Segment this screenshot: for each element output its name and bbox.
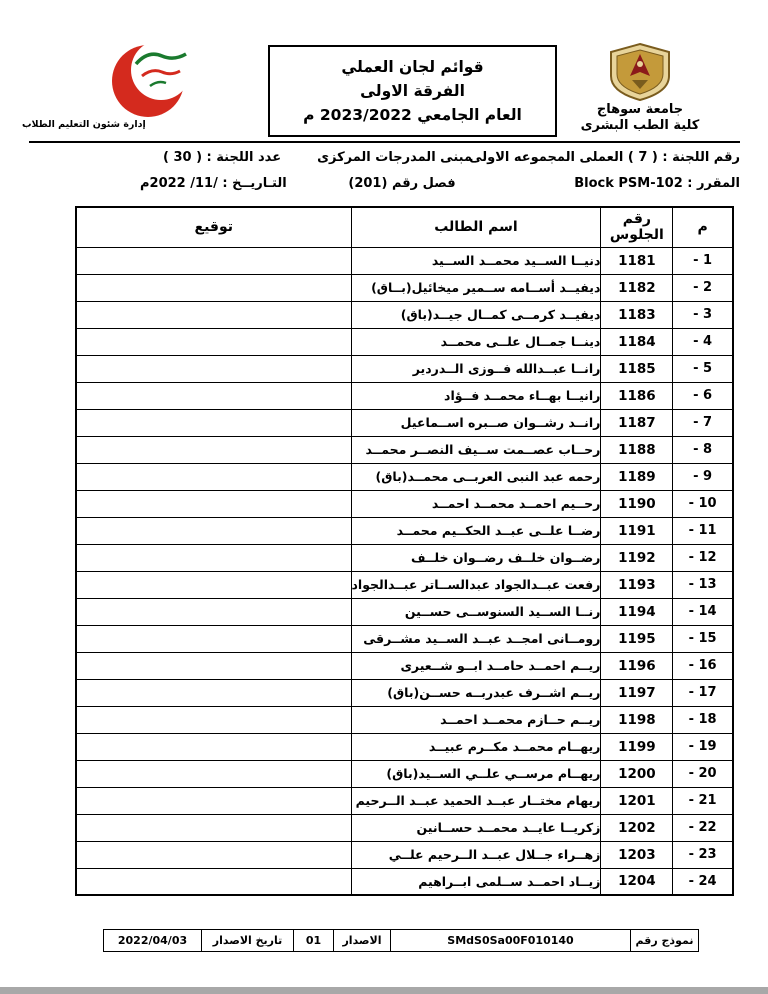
university-name: جامعة سوهاج [596, 102, 684, 117]
form-number-label: نموذج رقم [631, 930, 699, 952]
faculty-name: كلية الطب البشرى [580, 118, 700, 134]
row-number-cell: 16 - [673, 652, 733, 679]
row-number-cell: 10 - [673, 490, 733, 517]
header-row-number: م [673, 207, 733, 247]
seat-number-cell: 1182 [601, 274, 673, 301]
room-label: فصل رقم (201) [348, 176, 456, 191]
table-row [76, 301, 733, 328]
student-name-cell: رحــيم احمــد محمــد احمــد [351, 490, 601, 517]
seat-number-cell: 1187 [601, 409, 673, 436]
table-row [76, 490, 733, 517]
student-name-cell: رانيــا بهــاء محمــد فــؤاد [351, 382, 601, 409]
student-name-cell: ريــم اشــرف عبدربــه حســن(باق) [351, 679, 601, 706]
signature-cell [76, 733, 351, 760]
row-number-cell: 20 - [673, 760, 733, 787]
student-name-cell: رانــا عبــدالله فــوزى الــدردير [351, 355, 601, 382]
student-name-cell: رضــوان خلــف رضــوان خلــف [351, 544, 601, 571]
student-name-cell: ريــم احمــد حامــد ابــو شــعيرى [351, 652, 601, 679]
student-name-cell: رفعت عبــدالجواد عبدالســاتر عبــدالجواد [351, 571, 601, 598]
title-box [268, 45, 557, 137]
signature-cell [76, 463, 351, 490]
row-number-cell: 17 - [673, 679, 733, 706]
table-row [76, 355, 733, 382]
seat-number-cell: 1193 [601, 571, 673, 598]
footer-row [104, 930, 699, 952]
date-label: التـاريــخ : /11/ 2022م [140, 176, 287, 191]
table-row [76, 328, 733, 355]
committee-number-label: رقم اللجنة : ( 7 ) العملى المجموعه الاولى [469, 150, 740, 165]
row-number-cell: 2 - [673, 274, 733, 301]
department-caption: إدارة شئون التعليم الطلاب [22, 119, 146, 130]
header-signature: توقيع [76, 207, 351, 247]
seat-number-cell: 1191 [601, 517, 673, 544]
seat-number-cell: 1186 [601, 382, 673, 409]
row-number-cell: 18 - [673, 706, 733, 733]
student-name-cell: ديفيــد كرمــى كمــال جيــد(باق) [351, 301, 601, 328]
signature-cell [76, 301, 351, 328]
signature-cell [76, 382, 351, 409]
table-row [76, 274, 733, 301]
students-table [75, 206, 734, 896]
table-row [76, 409, 733, 436]
row-number-cell: 12 - [673, 544, 733, 571]
signature-cell [76, 490, 351, 517]
signature-cell [76, 868, 351, 895]
table-row [76, 814, 733, 841]
student-name-cell: رضــا علــى عبــد الحكــيم محمــد [351, 517, 601, 544]
issue-date-label: تاريخ الاصدار [202, 930, 294, 952]
table-row [76, 571, 733, 598]
row-number-cell: 11 - [673, 517, 733, 544]
seat-number-cell: 1185 [601, 355, 673, 382]
student-name-cell: رحــاب عصــمت ســيف النصــر محمــد [351, 436, 601, 463]
seat-number-cell: 1188 [601, 436, 673, 463]
table-row [76, 544, 733, 571]
table-row [76, 436, 733, 463]
crescent-icon [92, 36, 210, 120]
scan-edge [0, 987, 768, 994]
seat-number-cell: 1181 [601, 247, 673, 274]
row-number-cell: 23 - [673, 841, 733, 868]
student-name-cell: ريــم حــازم محمــد احمــد [351, 706, 601, 733]
seat-number-cell: 1204 [601, 868, 673, 895]
row-number-cell: 15 - [673, 625, 733, 652]
signature-cell [76, 760, 351, 787]
signature-cell [76, 355, 351, 382]
table-row [76, 706, 733, 733]
header-seat-number: رقم الجلوس [601, 207, 673, 247]
signature-cell [76, 328, 351, 355]
seat-number-cell: 1190 [601, 490, 673, 517]
signature-cell [76, 409, 351, 436]
row-number-cell: 7 - [673, 409, 733, 436]
red-crescent-logo [92, 36, 210, 120]
title-line-3: العام الجامعي 2023/2022 م [303, 106, 522, 124]
table-row [76, 247, 733, 274]
student-name-cell: دنيــا الســيد محمــد الســيد [351, 247, 601, 274]
signature-cell [76, 841, 351, 868]
signature-cell [76, 787, 351, 814]
table-row [76, 625, 733, 652]
student-name-cell: زكريــا عايــد محمــد حســانين [351, 814, 601, 841]
row-number-cell: 21 - [673, 787, 733, 814]
row-number-cell: 9 - [673, 463, 733, 490]
row-number-cell: 22 - [673, 814, 733, 841]
building-label: مبنى المدرجات المركزى [317, 150, 472, 165]
table-row [76, 679, 733, 706]
table-body [76, 247, 733, 895]
table-row [76, 463, 733, 490]
signature-cell [76, 571, 351, 598]
seat-number-cell: 1201 [601, 787, 673, 814]
seat-number-cell: 1192 [601, 544, 673, 571]
seat-number-cell: 1196 [601, 652, 673, 679]
table-row [76, 598, 733, 625]
university-emblem-icon [607, 42, 673, 102]
seat-number-cell: 1197 [601, 679, 673, 706]
student-name-cell: رحمه عبد النبى العربــى محمــد(باق) [351, 463, 601, 490]
table-row [76, 733, 733, 760]
row-number-cell: 24 - [673, 868, 733, 895]
header-student-name: اسم الطالب [351, 207, 601, 247]
row-number-cell: 5 - [673, 355, 733, 382]
student-name-cell: ريهــام محمــد مكــرم عبيــد [351, 733, 601, 760]
signature-cell [76, 598, 351, 625]
table-row [76, 787, 733, 814]
student-name-cell: ديفيــد أســامه ســمير ميخائيل(بــاق) [351, 274, 601, 301]
row-number-cell: 3 - [673, 301, 733, 328]
signature-cell [76, 679, 351, 706]
student-name-cell: ريهــام مرســي علــي الســيد(باق) [351, 760, 601, 787]
seat-number-cell: 1184 [601, 328, 673, 355]
title-line-2: الفرقة الاولى [360, 82, 465, 100]
seat-number-cell: 1189 [601, 463, 673, 490]
form-code: SMdS0Sa00F010140 [391, 930, 631, 952]
seat-number-cell: 1195 [601, 625, 673, 652]
row-number-cell: 19 - [673, 733, 733, 760]
student-name-cell: رانــد رشــوان صــبره اســماعيل [351, 409, 601, 436]
signature-cell [76, 625, 351, 652]
student-name-cell: زيــاد احمــد ســلمى ابــراهيم [351, 868, 601, 895]
signature-cell [76, 652, 351, 679]
seat-number-cell: 1198 [601, 706, 673, 733]
table-row [76, 868, 733, 895]
signature-cell [76, 274, 351, 301]
student-name-cell: ريهام مختــار عبــد الحميد عبــد الــرحيم [351, 787, 601, 814]
seat-number-cell: 1183 [601, 301, 673, 328]
student-name-cell: رنــا الســيد السنوســى حســين [351, 598, 601, 625]
table-row [76, 652, 733, 679]
footer-strip [103, 929, 699, 952]
signature-cell [76, 517, 351, 544]
course-label: المقرر : Block PSM-102 [574, 176, 740, 191]
student-name-cell: دينــا جمــال علــى محمــد [351, 328, 601, 355]
seat-number-cell: 1194 [601, 598, 673, 625]
signature-cell [76, 436, 351, 463]
title-line-1: قوائم لجان العملي [341, 58, 484, 76]
table-row [76, 382, 733, 409]
row-number-cell: 1 - [673, 247, 733, 274]
table-header-row [76, 207, 733, 247]
signature-cell [76, 247, 351, 274]
signature-cell [76, 544, 351, 571]
row-number-cell: 8 - [673, 436, 733, 463]
row-number-cell: 4 - [673, 328, 733, 355]
signature-cell [76, 814, 351, 841]
seat-number-cell: 1203 [601, 841, 673, 868]
version-value: 01 [294, 930, 334, 952]
student-name-cell: رومــانى امجــد عبــد الســيد مشــرقى [351, 625, 601, 652]
seat-number-cell: 1199 [601, 733, 673, 760]
seat-number-cell: 1202 [601, 814, 673, 841]
row-number-cell: 14 - [673, 598, 733, 625]
table-row [76, 760, 733, 787]
university-header-block [575, 42, 705, 135]
version-label: الاصدار [334, 930, 391, 952]
seat-number-cell: 1200 [601, 760, 673, 787]
committee-count-label: عدد اللجنة : ( 30 ) [163, 150, 282, 165]
signature-cell [76, 706, 351, 733]
student-name-cell: زهــراء جــلال عبــد الــرحيم علــي [351, 841, 601, 868]
header-divider [29, 141, 740, 143]
table-row [76, 517, 733, 544]
table-row [76, 841, 733, 868]
row-number-cell: 6 - [673, 382, 733, 409]
row-number-cell: 13 - [673, 571, 733, 598]
issue-date-value: 2022/04/03 [104, 930, 202, 952]
